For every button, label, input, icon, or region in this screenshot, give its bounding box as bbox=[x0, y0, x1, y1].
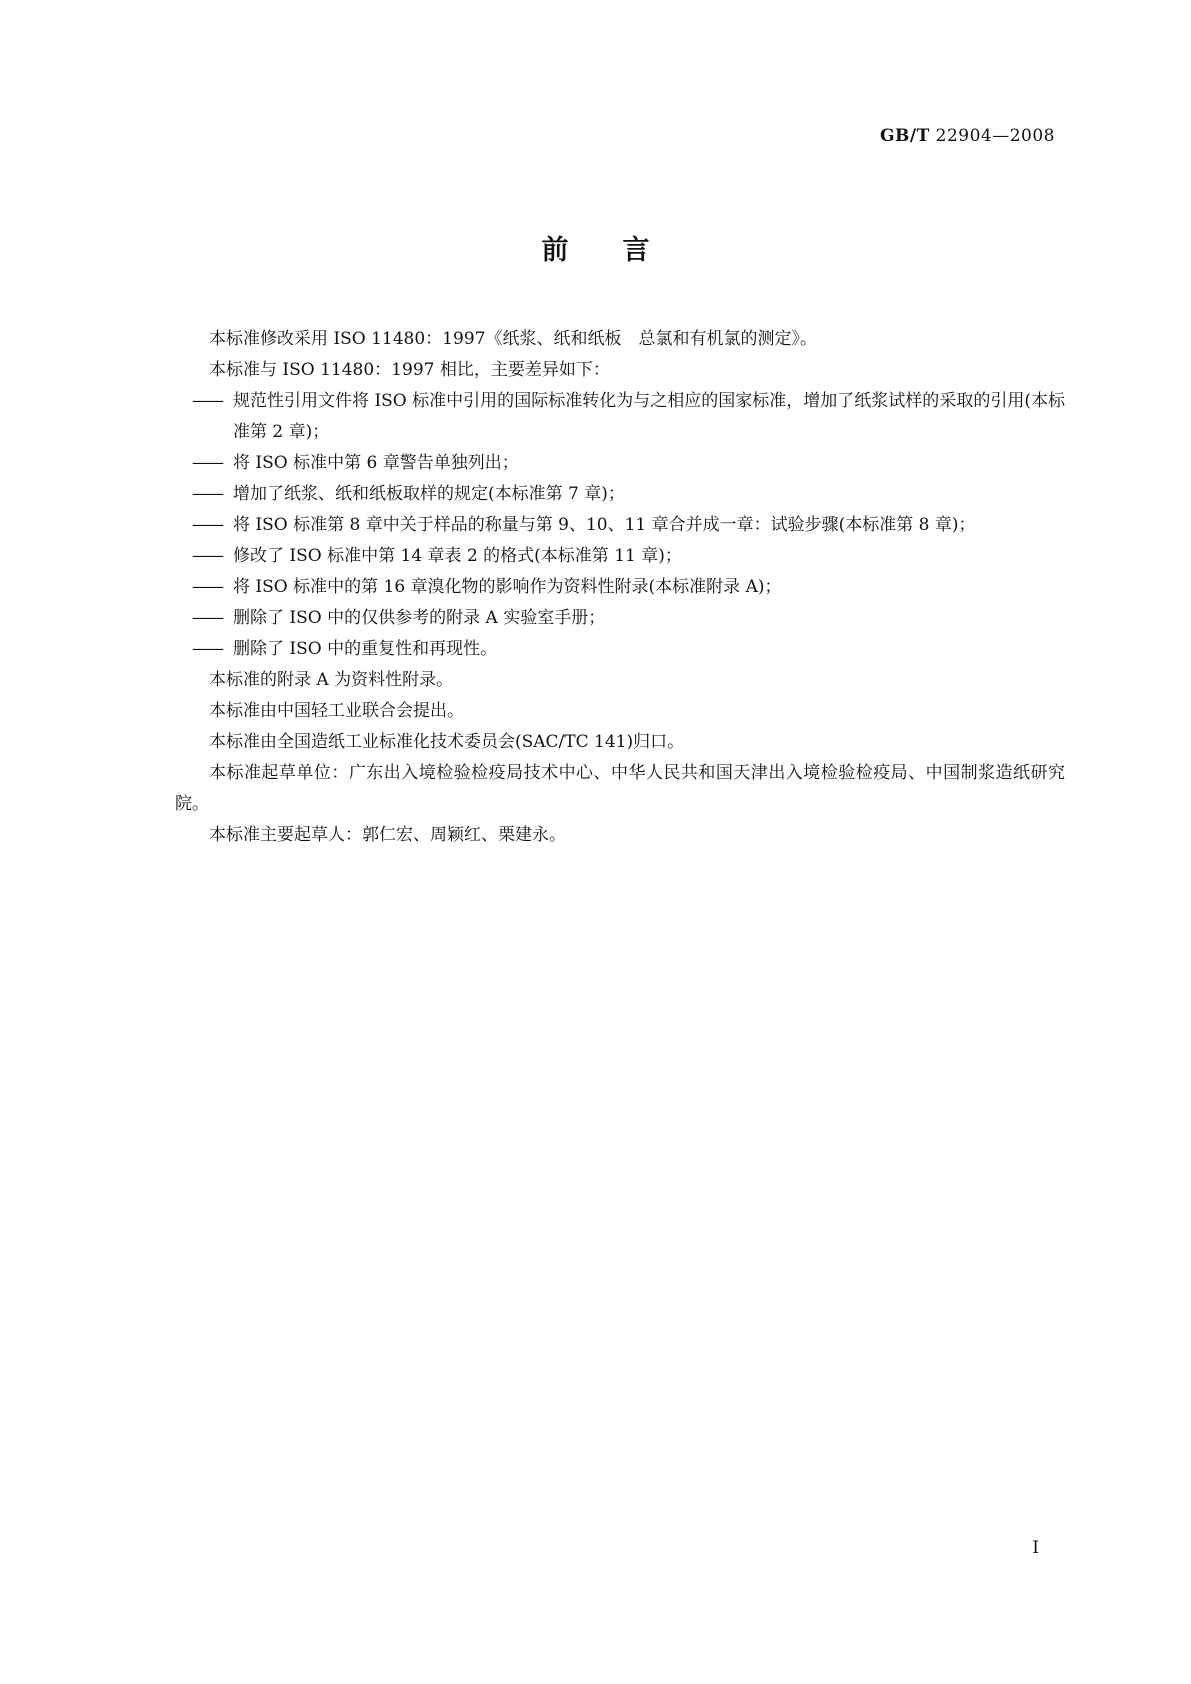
list-item bbox=[175, 572, 1065, 603]
dash-marker: —— bbox=[192, 391, 222, 411]
dash-marker: —— bbox=[192, 453, 222, 473]
list-item-text: 将 ISO 标准中第 6 章警告单独列出； bbox=[233, 453, 519, 473]
list-item bbox=[175, 448, 1065, 479]
dash-marker: —— bbox=[192, 639, 222, 659]
dash-marker: —— bbox=[192, 484, 222, 504]
list-item-text: 将 ISO 标准第 8 章中关于样品的称量与第 9、10、11 章合并成一章：试验步骤(本标准第 8 章)； bbox=[233, 515, 976, 535]
list-item bbox=[175, 479, 1065, 510]
standard-number: 22904—2008 bbox=[935, 126, 1055, 146]
drafting-units-paragraph: 本标准起草单位：广东出入境检验检疫局技术中心、中华人民共和国天津出入境检验检疫局、中国制浆造纸研究院。 bbox=[175, 763, 1065, 814]
list-item bbox=[175, 386, 1065, 448]
page-title: 前言 bbox=[541, 235, 704, 266]
list-item bbox=[175, 510, 1065, 541]
list-item bbox=[175, 603, 1065, 634]
list-item bbox=[175, 634, 1065, 665]
page-number: I bbox=[1032, 1538, 1039, 1558]
list-item-text: 删除了 ISO 中的重复性和再现性。 bbox=[233, 639, 498, 659]
differences-list bbox=[175, 386, 1065, 665]
closing-paragraph: 本标准的附录 A 为资料性附录。 bbox=[209, 670, 454, 690]
foreword-body bbox=[175, 324, 1065, 851]
list-item-text: 修改了 ISO 标准中第 14 章表 2 的格式(本标准第 11 章)； bbox=[233, 546, 682, 566]
intro-paragraph: 本标准与 ISO 11480：1997 相比，主要差异如下： bbox=[209, 360, 610, 380]
list-item-text: 将 ISO 标准中的第 16 章溴化物的影响作为资料性附录(本标准附录 A)； bbox=[233, 577, 782, 597]
closing-paragraph: 本标准由全国造纸工业标准化技术委员会(SAC/TC 141)归口。 bbox=[209, 732, 685, 752]
dash-marker: —— bbox=[192, 577, 222, 597]
list-item-text: 删除了 ISO 中的仅供参考的附录 A 实验室手册； bbox=[233, 608, 606, 628]
list-item-text: 规范性引用文件将 ISO 标准中引用的国际标准转化为与之相应的国家标准，增加了纸浆试样的采取的引用(本标准第 2 章)； bbox=[233, 391, 1065, 442]
dash-marker: —— bbox=[192, 515, 222, 535]
list-item bbox=[175, 541, 1065, 572]
dash-marker: —— bbox=[192, 546, 222, 566]
standard-code bbox=[880, 126, 1055, 146]
closing-paragraph: 本标准由中国轻工业联合会提出。 bbox=[209, 701, 464, 721]
list-item-text: 增加了纸浆、纸和纸板取样的规定(本标准第 7 章)； bbox=[233, 484, 625, 504]
standard-prefix: GB/T bbox=[880, 126, 930, 146]
intro-paragraph: 本标准修改采用 ISO 11480：1997《纸浆、纸和纸板 总氯和有机氯的测定》。 bbox=[209, 329, 817, 349]
dash-marker: —— bbox=[192, 608, 222, 628]
drafters-paragraph: 本标准主要起草人：郭仁宏、周颖红、栗建永。 bbox=[209, 825, 566, 845]
